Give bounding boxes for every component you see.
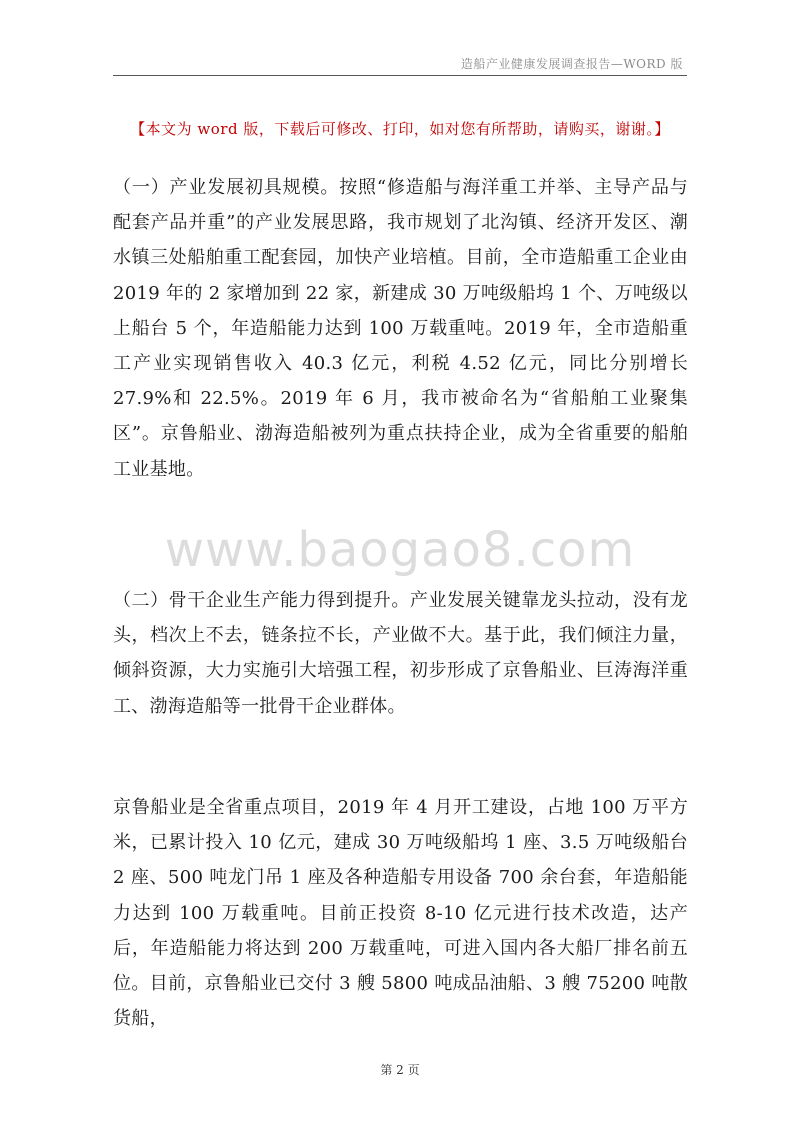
paragraph-backbone-enterprises: （二）骨干企业生产能力得到提升。产业发展关键靠龙头拉动，没有龙头，档次上不去，链条拉不长，产业做不大。基于此，我们倾注力量，倾斜资源，大力实施引大培强工程，初步形成了京鲁船业、巨涛海洋重工、渤海造船等一批骨干企业群体。 — [113, 590, 688, 717]
running-header: 造船产业健康发展调查报告—WORD 版 — [460, 57, 683, 71]
download-notice: 【本文为 word 版，下载后可修改、打印，如对您有所帮助，请购买，谢谢。】 — [130, 120, 670, 138]
paragraph-industry-scale: （一）产业发展初具规模。按照“修造船与海洋重工并举、主导产品与配套产品并重”的产业发展思路，我市规划了北沟镇、经济开发区、潮水镇三处船舶重工配套园，加快产业培植。目前，全市造船重工企业由 2019 年的 2 家增加到 22 家，新建成 30 万吨级船坞 1 个、万吨级以上船台 5 个，年造船能力达到 100 万载重吨。2019 年，全市造船重工产业实现销售收入 40.3 亿元，利税 4.52 亿元，同比分别增长 27.9%和 22.5%。2019 年 6 月，我市被命名为“省船舶工业聚集区”。京鲁船业、渤海造船被列为重点扶持企业，成为全省重要的船舶工业基地。 — [113, 177, 688, 480]
page-number: 第 2 页 — [380, 1063, 420, 1077]
header-divider — [113, 75, 687, 76]
paragraph-jinglu-shipyard: 京鲁船业是全省重点项目，2019 年 4 月开工建设，占地 100 万平方米，已累计投入 10 亿元，建成 30 万吨级船坞 1 座、3.5 万吨级船台 2 座、500 吨龙门吊 1 座及各种造船专用设备 700 余台套，年造船能力达到 100 万载重吨。目前正投资 8-10 亿元进行技术改造，达产后，年造船能力将达到 200 万载重吨，可进入国内各大船厂排名前五位。目前，京鲁船业已交付 3 艘 5800 吨成品油船、3 艘 75200 吨散货船， — [113, 797, 688, 1030]
watermark: www.baogao8.com — [164, 522, 636, 578]
